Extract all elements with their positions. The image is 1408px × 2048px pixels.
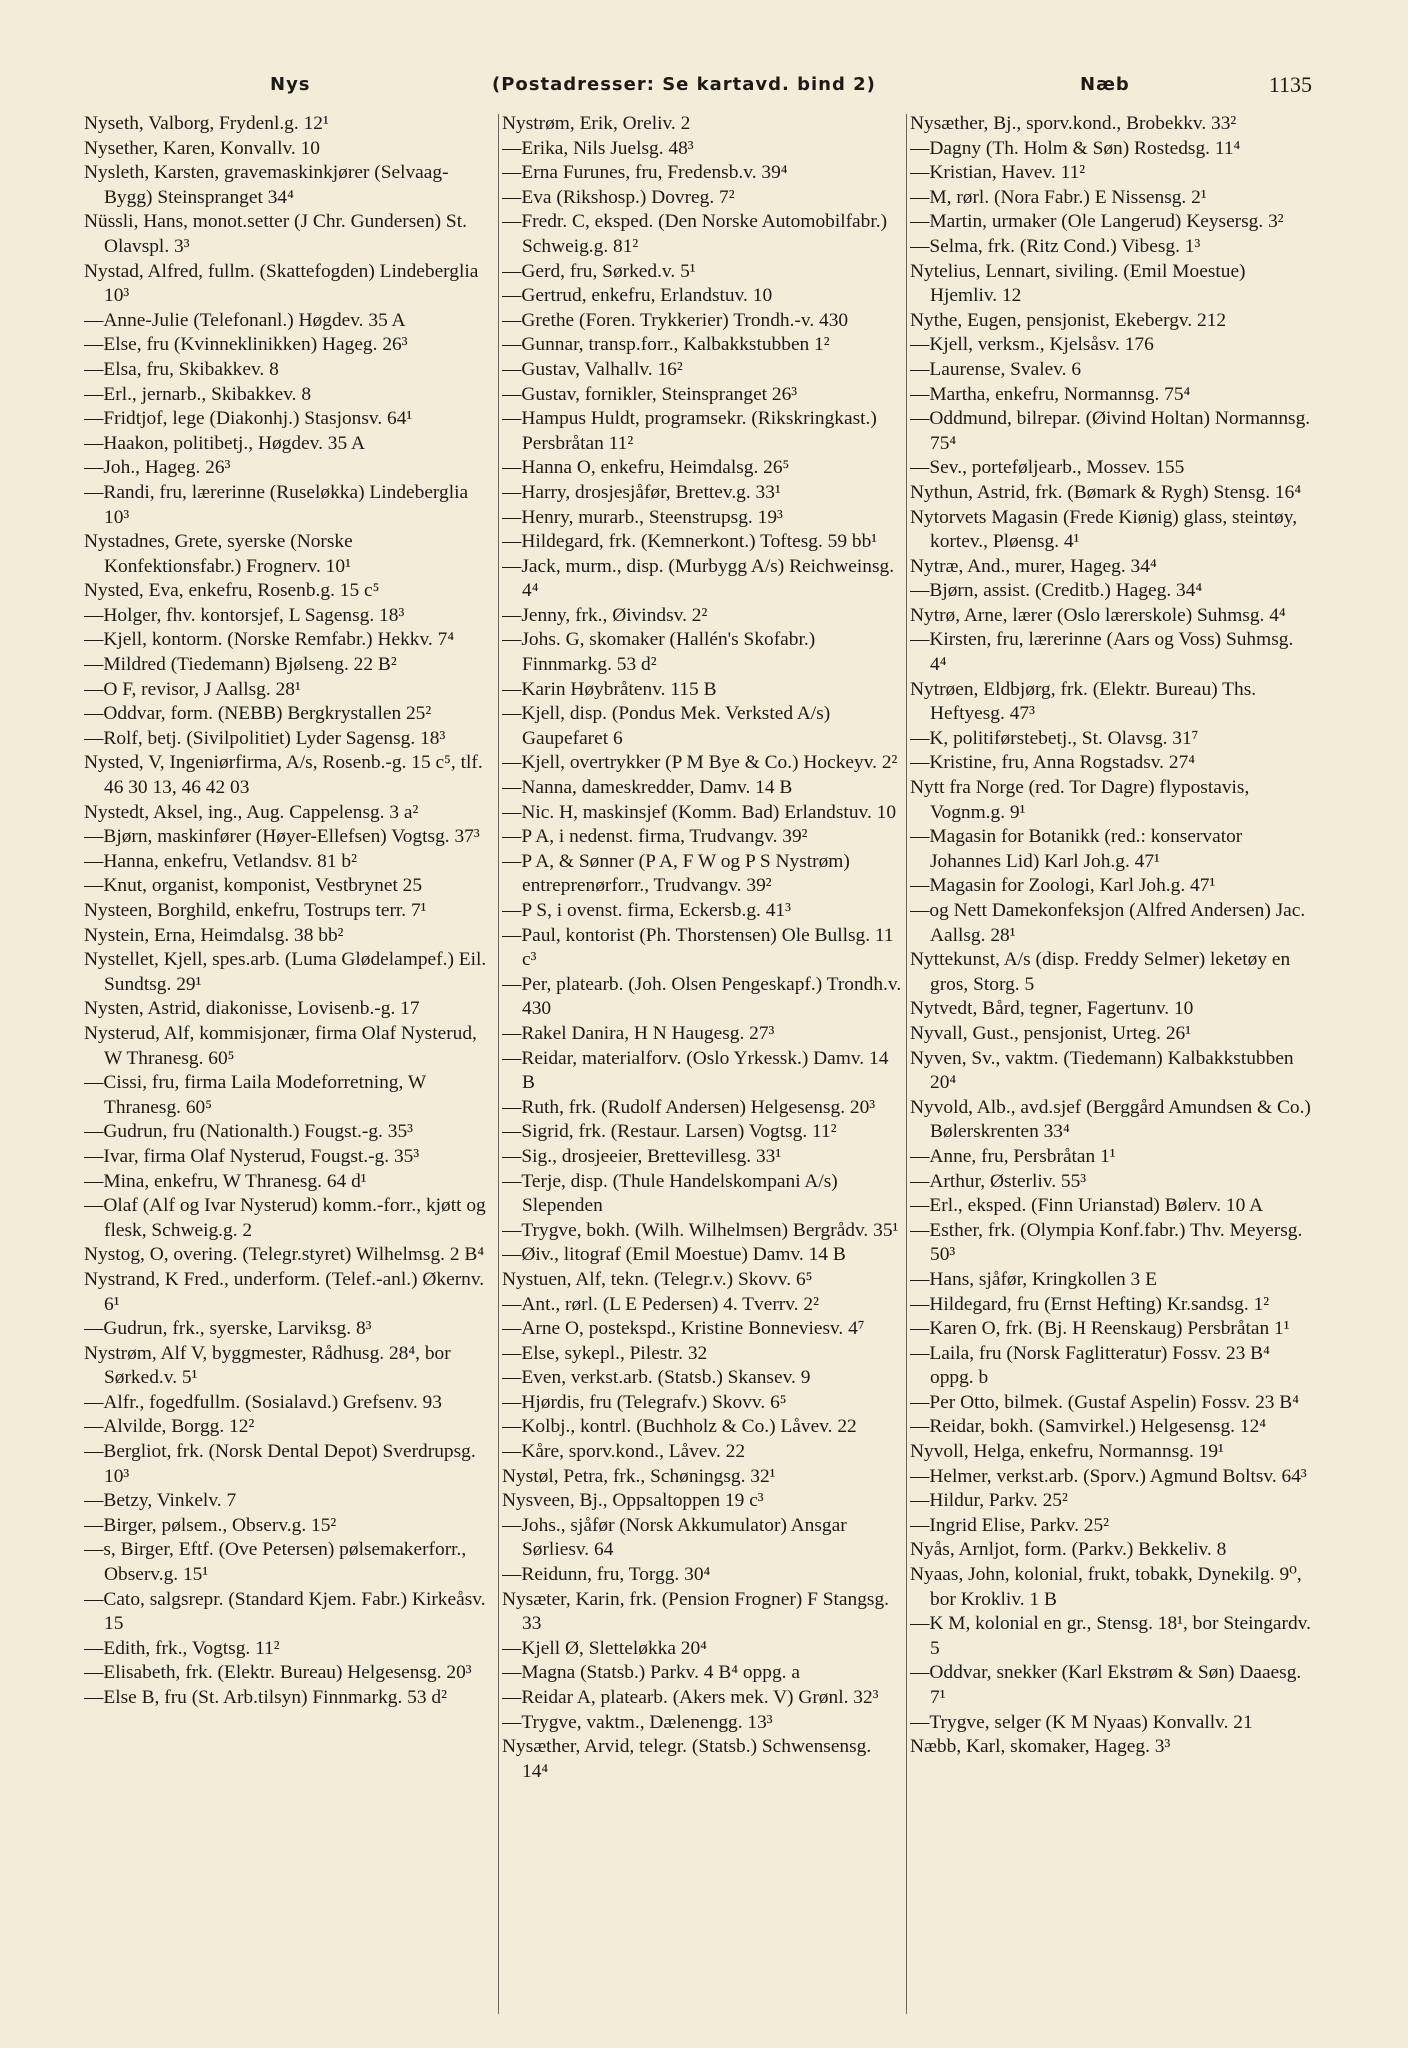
directory-entry: Nyvold, Alb., avd.sjef (Berggård Amundsen & Co.) Bølerskrenten 33⁴	[910, 1096, 1311, 1143]
directory-entry: —Kristine, fru, Anna Rogstadsv. 27⁴	[910, 752, 1196, 774]
directory-entry: —Nic. H, maskinsjef (Komm. Bad) Erlandstuv. 10	[502, 801, 897, 823]
directory-entry: Nyseth, Valborg, Frydenl.g. 12¹	[84, 113, 329, 134]
directory-entry: —Harry, drosjesjåfør, Brettev.g. 33¹	[502, 481, 781, 503]
directory-entry: Nytræ, And., murer, Hageg. 34⁴	[910, 555, 1157, 577]
directory-entry: —Anne, fru, Persbråtan 1¹	[910, 1145, 1116, 1167]
directory-entry: —Kjell, disp. (Pondus Mek. Verksted A/s) Gaupefaret 6	[502, 703, 831, 749]
directory-entry: Nyttekunst, A/s (disp. Freddy Selmer) leketøy en gros, Storg. 5	[910, 949, 1291, 995]
directory-entry: —Paul, kontorist (Ph. Thorstensen) Ole Bullsg. 11 c³	[502, 924, 894, 971]
column-divider	[906, 114, 907, 2014]
directory-entry: Nysted, Eva, enkefru, Rosenb.g. 15 c⁵	[84, 580, 380, 602]
directory-entry: —Laila, fru (Norsk Faglitteratur) Fossv. 23 B⁴ oppg. b	[910, 1342, 1270, 1389]
directory-entry: —Erl., jernarb., Skibakkev. 8	[84, 383, 312, 405]
directory-entry: —Randi, fru, lærerinne (Ruseløkka) Lindeberglia 10³	[84, 481, 469, 528]
directory-entry: —Jenny, frk., Øivindsv. 2²	[502, 604, 708, 626]
directory-entry: —Kjell, kontorm. (Norske Remfabr.) Hekkv. 7⁴	[84, 629, 455, 651]
directory-entry: —Jack, murm., disp. (Murbygg A/s) Reichweinsg. 4⁴	[502, 555, 895, 602]
directory-entry: Nystellet, Kjell, spes.arb. (Luma Glødelampef.) Eil. Sundtsg. 29¹	[84, 949, 487, 995]
directory-entry: —Hanna O, enkefru, Heimdalsg. 26⁵	[502, 457, 790, 479]
directory-entry: Nysleth, Karsten, gravemaskinkjører (Selvaag-Bygg) Steinspranget 34⁴	[84, 162, 449, 208]
directory-entry: —Terje, disp. (Thule Handelskompani A/s) Slependen	[502, 1170, 838, 1217]
directory-entry: Nysteen, Borghild, enkefru, Tostrups terr. 7¹	[84, 900, 427, 921]
directory-entry: —og Nett Damekonfeksjon (Alfred Andersen) Jac. Aallsg. 28¹	[910, 900, 1306, 946]
directory-entry: —Martin, urmaker (Ole Langerud) Keysersg. 3²	[910, 211, 1284, 233]
header-left-keyword: Nys	[270, 74, 311, 95]
directory-entry: —Hildur, Parkv. 25²	[910, 1490, 1068, 1512]
directory-entry: —Per Otto, bilmek. (Gustaf Aspelin) Fossv. 23 B⁴	[910, 1391, 1299, 1413]
directory-entry: —Kristian, Havev. 11²	[910, 162, 1086, 184]
directory-column-1	[84, 112, 494, 2024]
directory-entry: —Magasin for Zoologi, Karl Joh.g. 47¹	[910, 875, 1216, 897]
directory-entry: —K M, kolonial en gr., Stensg. 18¹, bor Steingardv. 5	[910, 1613, 1311, 1659]
directory-entry: —Eva (Rikshosp.) Dovreg. 7²	[502, 186, 735, 208]
directory-entry: —Arne O, postekspd., Kristine Bonneviesv. 4⁷	[502, 1318, 865, 1340]
directory-entry: Nystadnes, Grete, syerske (Norske Konfektionsfabr.) Frognerv. 10¹	[84, 531, 353, 577]
directory-entry: —Johs., sjåfør (Norsk Akkumulator) Ansgar Sørliesv. 64	[502, 1514, 847, 1561]
header-postal-note: (Postadresser: Se kartavd. bind 2)	[492, 74, 876, 95]
directory-entry: —Anne-Julie (Telefonanl.) Høgdev. 35 A	[84, 309, 406, 331]
header-right-keyword: Næb	[1080, 74, 1130, 95]
directory-entry: Nythun, Astrid, frk. (Bømark & Rygh) Stensg. 16⁴	[910, 481, 1302, 503]
directory-entry: Nystrøm, Alf V, byggmester, Rådhusg. 28⁴, bor Sørked.v. 5¹	[84, 1342, 451, 1389]
directory-entry: —Gustav, fornikler, Steinspranget 26³	[502, 383, 798, 405]
directory-entry: Nystøl, Petra, frk., Schøningsg. 32¹	[502, 1465, 776, 1487]
directory-entry: Nyås, Arnljot, form. (Parkv.) Bekkeliv. 8	[910, 1539, 1227, 1561]
directory-entry: Nysether, Karen, Konvallv. 10	[84, 137, 320, 159]
directory-entry: —Laurense, Svalev. 6	[910, 358, 1082, 380]
directory-entry: —P A, i nedenst. firma, Trudvangv. 39²	[502, 826, 808, 848]
directory-entry: —Per, platearb. (Joh. Olsen Pengeskapf.) Trondh.v. 430	[502, 973, 902, 1020]
directory-entry: —Bergliot, frk. (Norsk Dental Depot) Sverdrupsg. 10³	[84, 1441, 476, 1487]
directory-entry: —Johs. G, skomaker (Hallén's Skofabr.) Finnmarkg. 53 d²	[502, 629, 816, 676]
directory-entry: —Cato, salgsrepr. (Standard Kjem. Fabr.) Kirkeåsv. 15	[84, 1588, 486, 1635]
directory-entry: —Reidar A, platearb. (Akers mek. V) Grønl. 32³	[502, 1687, 879, 1708]
directory-entry: —Trygve, vaktm., Dælenengg. 13³	[502, 1711, 773, 1733]
directory-entry: —Hans, sjåfør, Kringkollen 3 E	[910, 1268, 1157, 1290]
directory-entry: —Mildred (Tiedemann) Bjølseng. 22 B²	[84, 654, 397, 676]
directory-entry: —Øiv., litograf (Emil Moestue) Damv. 14 B	[502, 1244, 846, 1266]
directory-entry: —Kjell, verksm., Kjelsåsv. 176	[910, 334, 1154, 356]
directory-entry: Nysæter, Karin, frk. (Pension Frogner) F Stangsg. 33	[502, 1588, 889, 1635]
directory-entry: —Grethe (Foren. Trykkerier) Trondh.-v. 430	[502, 309, 849, 331]
directory-entry: —Nanna, dameskredder, Damv. 14 B	[502, 777, 793, 799]
directory-entry: —Ant., rørl. (L E Pedersen) 4. Tverrv. 2²	[502, 1293, 819, 1315]
directory-entry: —Sev., porteføljearb., Mossev. 155	[910, 457, 1185, 479]
directory-entry: Nytt fra Norge (red. Tor Dagre) flypostavis, Vognm.g. 9¹	[910, 777, 1250, 823]
directory-entry: —Selma, frk. (Ritz Cond.) Vibesg. 1³	[910, 235, 1201, 257]
directory-entry: —Dagny (Th. Holm & Søn) Rostedsg. 11⁴	[910, 137, 1241, 159]
directory-entry: —P S, i ovenst. firma, Eckersb.g. 41³	[502, 900, 791, 921]
directory-entry: Nytelius, Lennart, siviling. (Emil Moestue) Hjemliv. 12	[910, 260, 1246, 307]
directory-entry: —Rakel Danira, H N Haugesg. 27³	[502, 1022, 775, 1044]
directory-entry: —Ruth, frk. (Rudolf Andersen) Helgesensg. 20³	[502, 1096, 876, 1118]
directory-entry: —Gustav, Valhallv. 16²	[502, 358, 683, 380]
directory-entry: —Reidunn, fru, Torgg. 30⁴	[502, 1564, 711, 1586]
directory-entry: —Kolbj., kontrl. (Buchholz & Co.) Låvev. 22	[502, 1416, 857, 1438]
directory-entry: —Gunnar, transp.forr., Kalbakkstubben 1²	[502, 334, 830, 356]
directory-entry: —Oddmund, bilrepar. (Øivind Holtan) Normannsg. 75⁴	[910, 408, 1311, 454]
directory-entry: Nysveen, Bj., Oppsaltoppen 19 c³	[502, 1490, 764, 1512]
directory-entry: —Ivar, firma Olaf Nysterud, Fougst.-g. 35³	[84, 1145, 420, 1167]
column-divider	[498, 114, 499, 2014]
directory-entry: Nystuen, Alf, tekn. (Telegr.v.) Skovv. 6⁵	[502, 1268, 813, 1290]
directory-entry: —Reidar, bokh. (Samvirkel.) Helgesensg. 12⁴	[910, 1416, 1267, 1438]
directory-entry: —Karin Høybråtenv. 115 B	[502, 678, 717, 700]
directory-entry: —Elisabeth, frk. (Elektr. Bureau) Helgesensg. 20³	[84, 1662, 472, 1684]
directory-entry: —O F, revisor, J Aallsg. 28¹	[84, 678, 301, 700]
directory-entry: Nytrøen, Eldbjørg, frk. (Elektr. Bureau) Ths. Heftyesg. 47³	[910, 678, 1257, 725]
directory-entry: Nyaas, John, kolonial, frukt, tobakk, Dynekilg. 9⁰, bor Krokliv. 1 B	[910, 1564, 1302, 1610]
directory-entry: Nyvoll, Helga, enkefru, Normannsg. 19¹	[910, 1441, 1224, 1463]
directory-entry: —Hampus Huldt, programsekr. (Rikskringkast.) Persbråtan 11²	[502, 408, 877, 454]
directory-entry: —Henry, murarb., Steenstrupsg. 19³	[502, 506, 783, 528]
page-header	[84, 68, 1312, 108]
directory-entry: —P A, & Sønner (P A, F W og P S Nystrøm) entreprenørforr., Trudvangv. 39²	[502, 850, 850, 897]
directory-entry: Nysten, Astrid, diakonisse, Lovisenb.-g. 17	[84, 998, 420, 1020]
directory-entry: —Trygve, selger (K M Nyaas) Konvallv. 21	[910, 1711, 1253, 1733]
directory-entry: —Even, verkst.arb. (Statsb.) Skansev. 9	[502, 1367, 811, 1389]
directory-entry: —Rolf, betj. (Sivilpolitiet) Lyder Sagensg. 18³	[84, 727, 446, 749]
directory-entry: —Alfr., fogedfullm. (Sosialavd.) Grefsenv. 93	[84, 1391, 442, 1413]
directory-entry: Nysæther, Bj., sporv.kond., Brobekkv. 33²	[910, 113, 1237, 134]
directory-entry: —Magna (Statsb.) Parkv. 4 B⁴ oppg. a	[502, 1662, 800, 1684]
directory-entry: —Gudrun, fru (Nationalth.) Fougst.-g. 35³	[84, 1121, 413, 1143]
directory-entry: —Erl., eksped. (Finn Urianstad) Bølerv. 10 A	[910, 1195, 1264, 1217]
directory-entry: —Gerd, fru, Sørked.v. 5¹	[502, 260, 696, 282]
directory-entry: —Mina, enkefru, W Thranesg. 64 d¹	[84, 1170, 367, 1192]
directory-entry: Nystedt, Aksel, ing., Aug. Cappelensg. 3 a²	[84, 801, 419, 823]
directory-entry: Nystein, Erna, Heimdalsg. 38 bb²	[84, 924, 344, 946]
directory-entry: Nüssli, Hans, monot.setter (J Chr. Gundersen) St. Olavspl. 3³	[84, 211, 467, 257]
directory-entry: —Martha, enkefru, Normannsg. 75⁴	[910, 383, 1191, 405]
directory-entry: —Reidar, materialforv. (Oslo Yrkessk.) Damv. 14 B	[502, 1047, 889, 1094]
page-number: 1135	[1268, 72, 1312, 97]
directory-entry: —Karen O, frk. (Bj. H Reenskaug) Persbråtan 1¹	[910, 1318, 1290, 1340]
directory-entry: —Sigrid, frk. (Restaur. Larsen) Vogtsg. 11²	[502, 1121, 837, 1143]
directory-entry: —Bjørn, assist. (Creditb.) Hageg. 34⁴	[910, 580, 1203, 602]
directory-entry: —Hanna, enkefru, Vetlandsv. 81 b²	[84, 850, 357, 872]
directory-entry: —Knut, organist, komponist, Vestbrynet 25	[84, 875, 423, 897]
directory-entry: —Kjell Ø, Sletteløkka 20⁴	[502, 1637, 707, 1659]
directory-entry: —Trygve, bokh. (Wilh. Wilhelmsen) Bergrådv. 35¹	[502, 1219, 899, 1241]
directory-entry: —Erna Furunes, fru, Fredensb.v. 39⁴	[502, 162, 788, 184]
directory-entry: —Arthur, Østerliv. 55³	[910, 1170, 1087, 1192]
directory-entry: —Ingrid Elise, Parkv. 25²	[910, 1514, 1109, 1536]
directory-entry: —Oddvar, snekker (Karl Ekstrøm & Søn) Daaesg. 7¹	[910, 1662, 1302, 1708]
directory-entry: —s, Birger, Eftf. (Ove Petersen) pølsemakerforr., Observ.g. 15¹	[84, 1539, 467, 1586]
directory-entry: Nystrøm, Erik, Oreliv. 2	[502, 113, 691, 134]
directory-entry: —Esther, frk. (Olympia Konf.fabr.) Thv. Meyersg. 50³	[910, 1219, 1303, 1266]
directory-entry: —Gertrud, enkefru, Erlandstuv. 10	[502, 285, 773, 307]
directory-entry: Nysæther, Arvid, telegr. (Statsb.) Schwensensg. 14⁴	[502, 1736, 872, 1782]
directory-entry: Nyvall, Gust., pensjonist, Urteg. 26¹	[910, 1022, 1192, 1044]
directory-entry: —Cissi, fru, firma Laila Modeforretning, W Thranesg. 60⁵	[84, 1072, 426, 1118]
directory-entry: —K, politiførstebetj., St. Olavsg. 31⁷	[910, 727, 1199, 749]
directory-entry: Nytorvets Magasin (Frede Kiønig) glass, steintøy, kortev., Pløensg. 4¹	[910, 506, 1298, 553]
directory-entry: —Oddvar, form. (NEBB) Bergkrystallen 25²	[84, 703, 432, 725]
directory-entry: Nystad, Alfred, fullm. (Skattefogden) Lindeberglia 10³	[84, 260, 479, 307]
directory-entry: —Gudrun, frk., syerske, Larviksg. 8³	[84, 1318, 372, 1340]
directory-entry: —Kåre, sporv.kond., Låvev. 22	[502, 1441, 746, 1463]
directory-entry: Næbb, Karl, skomaker, Hageg. 3³	[910, 1736, 1171, 1758]
directory-entry: —Kjell, overtrykker (P M Bye & Co.) Hockeyv. 2²	[502, 752, 898, 774]
directory-entry: —Joh., Hageg. 26³	[84, 457, 231, 479]
directory-entry: —Bjørn, maskinfører (Høyer-Ellefsen) Vogtsg. 37³	[84, 826, 480, 848]
directory-entry: —Sig., drosjeeier, Brettevillesg. 33¹	[502, 1145, 782, 1167]
directory-entry: —Betzy, Vinkelv. 7	[84, 1490, 237, 1512]
directory-entry: —Hildegard, frk. (Kemnerkont.) Toftesg. 59 bb¹	[502, 531, 878, 553]
directory-entry: —Helmer, verkst.arb. (Sporv.) Agmund Boltsv. 64³	[910, 1465, 1307, 1487]
directory-entry: —Erika, Nils Juelsg. 48³	[502, 137, 694, 159]
directory-entry: —Hildegard, fru (Ernst Hefting) Kr.sandsg. 1²	[910, 1293, 1270, 1315]
directory-column-3	[910, 112, 1312, 2024]
directory-entry: —Elsa, fru, Skibakkev. 8	[84, 358, 279, 380]
directory-entry: Nyven, Sv., vaktm. (Tiedemann) Kalbakkstubben 20⁴	[910, 1047, 1294, 1094]
directory-entry: —Else, sykepl., Pilestr. 32	[502, 1342, 708, 1364]
directory-entry: —Holger, fhv. kontorsjef, L Sagensg. 18³	[84, 604, 405, 626]
directory-entry: Nystrand, K Fred., underform. (Telef.-anl.) Økernv. 6¹	[84, 1268, 485, 1315]
directory-entry: —Else, fru (Kvinneklinikken) Hageg. 26³	[84, 334, 408, 356]
directory-entry: Nythe, Eugen, pensjonist, Ekebergv. 212	[910, 309, 1227, 331]
directory-entry: —Alvilde, Borgg. 12²	[84, 1416, 255, 1438]
directory-entry: Nysted, V, Ingeniørfirma, A/s, Rosenb.-g. 15 c⁵, tlf. 46 30 13, 46 42 03	[84, 752, 483, 799]
directory-entry: —Else B, fru (St. Arb.tilsyn) Finnmarkg. 53 d²	[84, 1687, 447, 1708]
directory-entry: —Fredr. C, eksped. (Den Norske Automobilfabr.) Schweig.g. 81²	[502, 211, 888, 257]
directory-entry: —M, rørl. (Nora Fabr.) E Nissensg. 2¹	[910, 186, 1207, 208]
directory-entry: Nystog, O, overing. (Telegr.styret) Wilhelmsg. 2 B⁴	[84, 1244, 485, 1266]
directory-entry: —Edith, frk., Vogtsg. 11²	[84, 1637, 280, 1659]
directory-entry: —Fridtjof, lege (Diakonhj.) Stasjonsv. 64¹	[84, 408, 413, 430]
directory-entry: —Kirsten, fru, lærerinne (Aars og Voss) Suhmsg. 4⁴	[910, 629, 1294, 676]
directory-entry: —Hjørdis, fru (Telegrafv.) Skovv. 6⁵	[502, 1391, 787, 1413]
directory-entry: —Birger, pølsem., Observ.g. 15²	[84, 1514, 337, 1536]
directory-entry: —Olaf (Alf og Ivar Nysterud) komm.-forr., kjøtt og flesk, Schweig.g. 2	[84, 1195, 486, 1241]
directory-entry: Nysterud, Alf, kommisjonær, firma Olaf Nysterud, W Thranesg. 60⁵	[84, 1022, 477, 1069]
directory-entry: Nytvedt, Bård, tegner, Fagertunv. 10	[910, 998, 1194, 1020]
directory-column-2	[502, 112, 902, 2024]
directory-entry: —Haakon, politibetj., Høgdev. 35 A	[84, 432, 365, 454]
directory-entry: —Magasin for Botanikk (red.: konservator Johannes Lid) Karl Joh.g. 47¹	[910, 826, 1243, 872]
directory-entry: Nytrø, Arne, lærer (Oslo lærerskole) Suhmsg. 4⁴	[910, 604, 1286, 626]
